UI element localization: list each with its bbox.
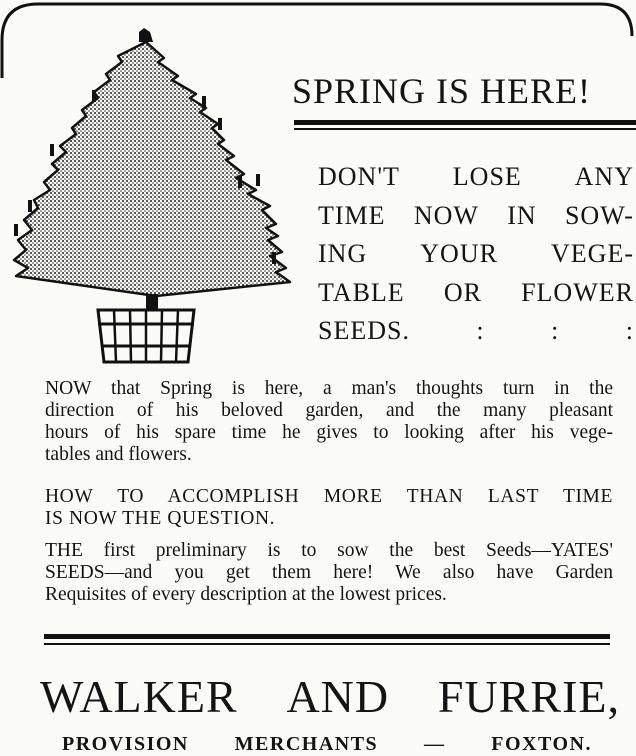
tree-illustration: [6, 24, 296, 370]
text-line: THE first preliminary is to sow the best Seeds—YATES': [45, 540, 613, 561]
text-line: tables and flowers.: [45, 444, 192, 465]
tagline-word: —: [423, 733, 446, 755]
headline: SPRING IS HERE!: [292, 71, 592, 111]
text-line: Requisites of every description at the lowest prices.: [45, 584, 447, 605]
merchant-word: WALKER: [40, 671, 238, 722]
subheadline-word: TABLE: [318, 277, 405, 307]
subheadline-word: IN: [507, 200, 537, 230]
subheadline-line: [318, 158, 634, 197]
subheadline: [318, 158, 634, 351]
text-line: HOW TO ACCOMPLISH MORE THAN LAST TIME: [45, 486, 613, 507]
subheadline-word: :: [625, 316, 634, 345]
paragraph-seeds: [45, 540, 613, 606]
text-line: IS NOW THE QUESTION.: [45, 508, 276, 529]
subheadline-word: FLOWER: [521, 277, 634, 307]
merchant-tagline: [62, 733, 592, 756]
subheadline-word: OR: [443, 277, 482, 307]
subheadline-line: [318, 197, 634, 236]
paragraph-question: [45, 486, 613, 530]
paragraph-garden: [45, 378, 613, 466]
subheadline-word: SEEDS.: [318, 316, 410, 345]
subheadline-word: DON'T: [318, 162, 400, 191]
subheadline-word: SOW-: [564, 200, 634, 230]
merchant-word: AND: [286, 671, 390, 722]
text-line: NOW that Spring is here, a man's thoughts turn in the: [45, 378, 613, 399]
tagline-word: MERCHANTS: [234, 733, 379, 755]
subheadline-line: [318, 235, 634, 274]
headline-rule-thick: [294, 120, 636, 125]
subheadline-word: ANY: [574, 162, 634, 191]
subheadline-word: :: [551, 316, 560, 345]
footer-rule-thin: [44, 643, 610, 645]
merchant-name: [40, 670, 620, 723]
subheadline-word: ING: [318, 239, 368, 268]
text-line: SEEDS—and you get them here! We also have Garden: [45, 562, 613, 583]
tagline-word: PROVISION: [62, 733, 189, 755]
footer-rule-thick: [44, 634, 610, 639]
subheadline-word: TIME: [318, 200, 386, 230]
text-line: hours of his spare time he gives to looking after his vege-: [45, 422, 613, 443]
subheadline-line: [318, 274, 634, 313]
subheadline-word: :: [476, 316, 485, 345]
text-line: direction of his beloved garden, and the many pleasant: [45, 400, 613, 421]
subheadline-word: YOUR: [420, 239, 498, 268]
subheadline-word: NOW: [413, 200, 479, 230]
headline-rule-thin: [294, 128, 636, 130]
subheadline-word: VEGE-: [551, 239, 634, 268]
subheadline-line: [318, 312, 634, 351]
subheadline-word: LOSE: [452, 162, 522, 191]
merchant-word: FURRIE,: [437, 671, 620, 722]
tagline-word: FOXTON.: [491, 733, 592, 755]
